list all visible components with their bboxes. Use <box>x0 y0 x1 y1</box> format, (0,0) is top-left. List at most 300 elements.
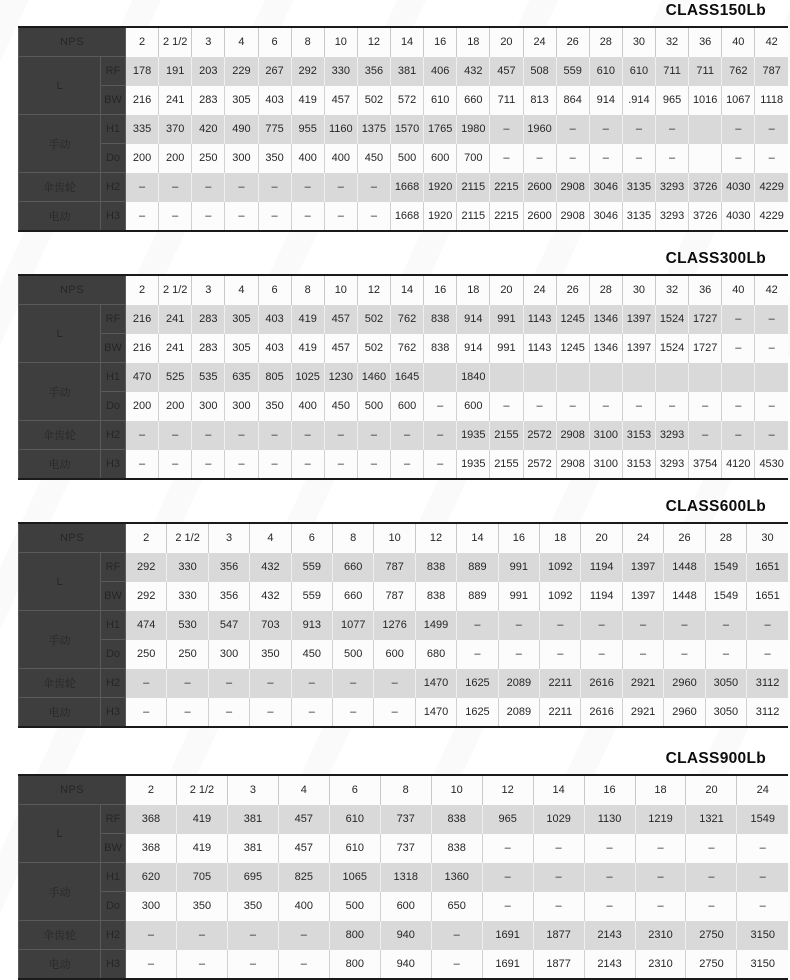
dimension-cell: 700 <box>457 144 490 173</box>
nps-column-header: 14 <box>533 775 584 805</box>
nps-column-header: 42 <box>755 275 788 305</box>
table-row <box>19 892 789 921</box>
dimension-cell: – <box>126 450 159 480</box>
nps-column-header: 10 <box>324 275 357 305</box>
dimension-cell: 737 <box>380 805 431 834</box>
nps-column-header: 8 <box>333 523 374 553</box>
row-group-label: 伞齿轮 <box>19 669 101 698</box>
dimension-cell: 680 <box>415 640 456 669</box>
dimension-cell: 559 <box>291 582 332 611</box>
dimension-cell: – <box>482 834 533 863</box>
dimension-cell <box>656 363 689 392</box>
dimension-cell: – <box>584 834 635 863</box>
dimension-cell: – <box>755 115 788 144</box>
dimension-cell: 1245 <box>556 305 589 334</box>
dimension-cell: 3754 <box>689 450 722 480</box>
dimension-cell: 838 <box>431 834 482 863</box>
dimension-cell: 457 <box>324 334 357 363</box>
dimension-cell: – <box>622 611 663 640</box>
nps-column-header: 26 <box>556 275 589 305</box>
dimension-cell: 1625 <box>457 669 498 698</box>
dimension-cell: 940 <box>380 950 431 980</box>
dimension-cell: 610 <box>329 805 380 834</box>
dimension-cell: 775 <box>258 115 291 144</box>
row-sub-label: RF <box>101 305 126 334</box>
nps-corner-cell: NPS <box>19 775 126 805</box>
dimension-cell: – <box>208 698 249 728</box>
dimension-cell: – <box>656 144 689 173</box>
dimension-cell: – <box>589 115 622 144</box>
dimension-cell: – <box>722 144 755 173</box>
dimension-cell: – <box>291 173 324 202</box>
dimension-cell: 283 <box>192 86 225 115</box>
dimension-cell: 3100 <box>589 450 622 480</box>
nps-column-header: 20 <box>490 27 523 57</box>
nps-column-header: 8 <box>291 27 324 57</box>
dimension-cell: 1499 <box>415 611 456 640</box>
dimension-cell: 2960 <box>664 669 705 698</box>
row-sub-label: H1 <box>101 363 126 392</box>
dimension-cell: 419 <box>291 305 324 334</box>
nps-column-header: 4 <box>278 775 329 805</box>
dimension-cell: 1920 <box>424 202 457 232</box>
nps-column-header: 18 <box>457 275 490 305</box>
nps-column-header: 14 <box>391 27 424 57</box>
dimension-cell: 1321 <box>686 805 737 834</box>
dimension-cell: 330 <box>167 553 208 582</box>
dimension-cell: 1397 <box>622 582 663 611</box>
nps-column-header: 6 <box>291 523 332 553</box>
table-row <box>19 669 789 698</box>
nps-header-row <box>19 775 789 805</box>
dimension-cell: 800 <box>329 950 380 980</box>
dimension-cell: 335 <box>126 115 159 144</box>
dimension-cell: – <box>176 950 227 980</box>
dimension-cell: 1549 <box>737 805 788 834</box>
dimension-cell: – <box>176 921 227 950</box>
dimension-cell: 1360 <box>431 863 482 892</box>
dimension-cell: 1230 <box>324 363 357 392</box>
dimension-cell: – <box>533 892 584 921</box>
dimension-cell: – <box>126 202 159 232</box>
dimension-cell: 2908 <box>556 173 589 202</box>
dimension-cell: – <box>278 950 329 980</box>
dimension-cell: 965 <box>656 86 689 115</box>
dimension-cell: 508 <box>523 57 556 86</box>
dimension-cell: – <box>556 392 589 421</box>
dimension-cell: 1346 <box>589 334 622 363</box>
dimension-cell: – <box>689 392 722 421</box>
dimension-cell: 1016 <box>689 86 722 115</box>
dimension-cell: – <box>227 921 278 950</box>
dimension-cell: – <box>227 950 278 980</box>
dimension-cell: 787 <box>755 57 788 86</box>
dimension-cell: – <box>159 202 192 232</box>
dimension-cell: – <box>635 834 686 863</box>
dimension-cell: 216 <box>126 86 159 115</box>
dimension-cell: 1960 <box>523 115 556 144</box>
dimensions-table <box>18 774 788 980</box>
row-sub-label: RF <box>101 805 126 834</box>
dimension-cell: – <box>540 611 581 640</box>
dimension-cell: – <box>126 669 167 698</box>
nps-column-header: 12 <box>357 27 390 57</box>
dimension-cell: 2115 <box>457 173 490 202</box>
dimension-cell: 500 <box>333 640 374 669</box>
dimension-cell: 178 <box>126 57 159 86</box>
dimension-cell: 530 <box>167 611 208 640</box>
table-row <box>19 553 789 582</box>
dimension-cell: 3135 <box>622 173 655 202</box>
dimension-cell: 350 <box>258 392 291 421</box>
nps-column-header: 6 <box>258 27 291 57</box>
nps-column-header: 4 <box>250 523 291 553</box>
dimension-cell: 1651 <box>747 553 788 582</box>
dimension-cell: – <box>664 611 705 640</box>
dimension-cell: 2750 <box>686 950 737 980</box>
dimension-cell: .914 <box>622 86 655 115</box>
dimension-cell: – <box>722 305 755 334</box>
row-sub-label: H1 <box>101 863 126 892</box>
nps-column-header: 32 <box>656 27 689 57</box>
row-sub-label: H3 <box>101 698 126 728</box>
nps-column-header: 24 <box>523 275 556 305</box>
nps-corner-cell: NPS <box>19 523 126 553</box>
row-group-label: 电动 <box>19 450 101 480</box>
row-group-label: 电动 <box>19 950 101 980</box>
nps-column-header: 16 <box>424 275 457 305</box>
table-title: CLASS300Lb <box>665 250 766 267</box>
dimension-cell: 1549 <box>705 553 746 582</box>
table-row <box>19 834 789 863</box>
table-row <box>19 173 789 202</box>
dimension-cell: 2115 <box>457 202 490 232</box>
dimension-cell: 2572 <box>523 421 556 450</box>
dimension-cell: 1570 <box>391 115 424 144</box>
nps-column-header: 2 1/2 <box>159 275 192 305</box>
dimension-cell: – <box>722 421 755 450</box>
dimension-cell: 889 <box>457 553 498 582</box>
dimension-cell: 3293 <box>656 173 689 202</box>
dimension-cell: 1877 <box>533 921 584 950</box>
dimension-cell: 2211 <box>540 698 581 728</box>
dimension-cell: 305 <box>225 86 258 115</box>
class-table-section <box>18 498 790 728</box>
dimension-cell: 1029 <box>533 805 584 834</box>
dimension-cell: 300 <box>192 392 225 421</box>
dimension-cell: 600 <box>457 392 490 421</box>
table-row <box>19 202 789 232</box>
dimension-cell: – <box>167 698 208 728</box>
class-table-section <box>18 750 790 980</box>
dimension-cell: – <box>755 305 788 334</box>
row-group-label: 伞齿轮 <box>19 173 101 202</box>
dimension-cell: – <box>482 892 533 921</box>
table-row <box>19 640 789 669</box>
dimension-cell: 2921 <box>622 669 663 698</box>
dimension-cell: 3050 <box>705 669 746 698</box>
dimension-cell: 200 <box>126 144 159 173</box>
dimension-cell: 403 <box>258 334 291 363</box>
dimension-cell: 403 <box>258 86 291 115</box>
dimension-cell: – <box>498 640 539 669</box>
dimension-cell: 1065 <box>329 863 380 892</box>
dimension-cell: 330 <box>324 57 357 86</box>
nps-column-header: 30 <box>747 523 788 553</box>
dimension-cell: 300 <box>225 144 258 173</box>
dimension-cell: 3293 <box>656 421 689 450</box>
dimension-cell: – <box>584 892 635 921</box>
row-group-label: 手动 <box>19 863 101 921</box>
dimension-cell: 2921 <box>622 698 663 728</box>
dimension-cell: – <box>737 834 788 863</box>
dimension-cell: 2616 <box>581 669 622 698</box>
dimension-cell: – <box>540 640 581 669</box>
dimension-cell: 991 <box>490 305 523 334</box>
dimension-cell: 600 <box>374 640 415 669</box>
dimension-cell: – <box>581 640 622 669</box>
dimension-cell: 1727 <box>689 334 722 363</box>
dimension-cell: 1346 <box>589 305 622 334</box>
dimension-cell: 3150 <box>737 950 788 980</box>
dimension-cell: 838 <box>424 305 457 334</box>
dimension-cell: 1470 <box>415 669 456 698</box>
dimension-cell: – <box>722 392 755 421</box>
dimension-cell: 3726 <box>689 173 722 202</box>
dimension-cell: 283 <box>192 334 225 363</box>
dimension-cell: 2600 <box>523 173 556 202</box>
dimension-cell: – <box>556 115 589 144</box>
nps-column-header: 20 <box>686 775 737 805</box>
nps-column-header: 26 <box>664 523 705 553</box>
dimension-cell: 1840 <box>457 363 490 392</box>
dimension-cell: – <box>656 115 689 144</box>
dimension-cell: 2143 <box>584 921 635 950</box>
dimension-cell: 660 <box>333 582 374 611</box>
table-title: CLASS900Lb <box>665 750 766 767</box>
nps-column-header: 2 <box>126 275 159 305</box>
dimension-cell: – <box>755 421 788 450</box>
dimension-cell: 470 <box>126 363 159 392</box>
dimension-cell: 283 <box>192 305 225 334</box>
dimension-cell: 1118 <box>755 86 788 115</box>
dimension-cell: 762 <box>391 305 424 334</box>
dimension-cell: – <box>635 892 686 921</box>
dimension-cell: 200 <box>159 144 192 173</box>
nps-column-header: 18 <box>540 523 581 553</box>
dimension-cell: 1727 <box>689 305 722 334</box>
dimension-cell: – <box>192 421 225 450</box>
dimension-cell: – <box>374 698 415 728</box>
row-group-label: L <box>19 553 101 611</box>
dimension-cell: 1067 <box>722 86 755 115</box>
dimension-cell: 457 <box>278 805 329 834</box>
dimension-cell: 419 <box>176 805 227 834</box>
dimension-cell: 559 <box>291 553 332 582</box>
dimension-cell: 660 <box>457 86 490 115</box>
dimension-cell: 991 <box>498 553 539 582</box>
dimension-cell: – <box>333 669 374 698</box>
dimension-cell: – <box>533 834 584 863</box>
dimension-cell: 400 <box>278 892 329 921</box>
dimension-cell <box>755 363 788 392</box>
row-sub-label: BW <box>101 86 126 115</box>
dimension-cell: 216 <box>126 334 159 363</box>
table-row <box>19 144 789 173</box>
dimension-cell: 419 <box>176 834 227 863</box>
dimension-cell: – <box>523 392 556 421</box>
dimension-cell: 3046 <box>589 173 622 202</box>
dimension-cell: – <box>747 611 788 640</box>
nps-column-header: 2 <box>126 775 177 805</box>
table-row <box>19 334 789 363</box>
dimension-cell: 241 <box>159 334 192 363</box>
dimension-cell: 525 <box>159 363 192 392</box>
nps-header-row <box>19 523 789 553</box>
dimension-cell: 250 <box>192 144 225 173</box>
dimension-cell <box>490 363 523 392</box>
row-sub-label: H3 <box>101 202 126 232</box>
dimension-cell: 1524 <box>656 305 689 334</box>
dimension-cell: 1448 <box>664 582 705 611</box>
row-sub-label: Do <box>101 640 126 669</box>
nps-column-header: 3 <box>208 523 249 553</box>
dimension-cell: 200 <box>159 392 192 421</box>
table-row <box>19 805 789 834</box>
dimension-cell: – <box>208 669 249 698</box>
dimension-cell: 1276 <box>374 611 415 640</box>
row-group-label: 伞齿轮 <box>19 921 101 950</box>
dimension-cell: 203 <box>192 57 225 86</box>
dimension-cell: – <box>258 173 291 202</box>
nps-column-header: 3 <box>227 775 278 805</box>
table-title: CLASS150Lb <box>665 2 766 19</box>
dimension-cell: 292 <box>291 57 324 86</box>
dimension-cell: 500 <box>357 392 390 421</box>
dimension-cell: 1245 <box>556 334 589 363</box>
dimension-cell: 368 <box>126 805 177 834</box>
dimension-cell: 805 <box>258 363 291 392</box>
dimension-cell <box>689 363 722 392</box>
dimension-cell: – <box>192 202 225 232</box>
dimension-cell: 3135 <box>622 202 655 232</box>
nps-column-header: 14 <box>391 275 424 305</box>
dimension-cell: – <box>357 202 390 232</box>
row-group-label: 手动 <box>19 363 101 421</box>
dimension-cell: 1470 <box>415 698 456 728</box>
nps-column-header: 14 <box>457 523 498 553</box>
dimension-cell: 787 <box>374 553 415 582</box>
dimension-cell: 2572 <box>523 450 556 480</box>
dimension-cell: – <box>656 392 689 421</box>
dimension-cell: 965 <box>482 805 533 834</box>
nps-column-header: 42 <box>755 27 788 57</box>
dimension-cell: – <box>225 421 258 450</box>
dimension-cell: 250 <box>126 640 167 669</box>
nps-column-header: 12 <box>482 775 533 805</box>
dimension-cell: 1935 <box>457 450 490 480</box>
dimension-cell: – <box>159 450 192 480</box>
row-sub-label: RF <box>101 553 126 582</box>
dimension-cell: – <box>490 392 523 421</box>
nps-column-header: 12 <box>415 523 456 553</box>
dimension-cell <box>523 363 556 392</box>
class-table-section <box>18 2 790 232</box>
dimension-cell: 356 <box>208 582 249 611</box>
row-group-label: L <box>19 805 101 863</box>
row-sub-label: H2 <box>101 173 126 202</box>
dimension-cell: – <box>192 173 225 202</box>
row-sub-label: BW <box>101 334 126 363</box>
nps-column-header: 28 <box>589 275 622 305</box>
nps-header-row <box>19 275 789 305</box>
dimension-cell: 267 <box>258 57 291 86</box>
dimension-cell: – <box>250 698 291 728</box>
dimension-cell: 610 <box>622 57 655 86</box>
dimension-cell: 292 <box>126 553 167 582</box>
dimension-cell: 2211 <box>540 669 581 698</box>
nps-column-header: 6 <box>329 775 380 805</box>
dimension-cell: – <box>722 334 755 363</box>
dimension-cell: 200 <box>126 392 159 421</box>
dimension-cell: – <box>192 450 225 480</box>
nps-column-header: 10 <box>431 775 482 805</box>
row-group-label: 手动 <box>19 115 101 173</box>
dimension-cell: 2960 <box>664 698 705 728</box>
dimension-cell: 1668 <box>391 202 424 232</box>
row-sub-label: H3 <box>101 450 126 480</box>
table-row <box>19 611 789 640</box>
row-sub-label: Do <box>101 392 126 421</box>
dimension-cell: 500 <box>329 892 380 921</box>
dimension-cell: 940 <box>380 921 431 950</box>
dimension-cell: 547 <box>208 611 249 640</box>
dimension-cell: – <box>278 921 329 950</box>
dimension-cell: 420 <box>192 115 225 144</box>
dimension-cell: 705 <box>176 863 227 892</box>
dimension-cell: 1460 <box>357 363 390 392</box>
dimension-cell: 650 <box>431 892 482 921</box>
dimension-cell: 711 <box>656 57 689 86</box>
dimension-cell: 1691 <box>482 921 533 950</box>
dimension-cell: – <box>622 144 655 173</box>
dimension-cell: – <box>159 173 192 202</box>
dimension-cell: 502 <box>357 86 390 115</box>
dimension-cell <box>689 144 722 173</box>
dimension-cell: 1219 <box>635 805 686 834</box>
dimension-cell: 1318 <box>380 863 431 892</box>
dimension-cell: 229 <box>225 57 258 86</box>
dimension-cell: 1194 <box>581 553 622 582</box>
dimension-cell: 4120 <box>722 450 755 480</box>
dimension-cell: 356 <box>208 553 249 582</box>
dimension-cell: 838 <box>424 334 457 363</box>
dimension-cell: 300 <box>225 392 258 421</box>
dimension-cell: – <box>258 202 291 232</box>
dimension-cell: 3050 <box>705 698 746 728</box>
dimension-cell: – <box>523 144 556 173</box>
dimension-cell: 4030 <box>722 173 755 202</box>
dimension-cell: – <box>457 640 498 669</box>
dimension-cell: – <box>424 421 457 450</box>
dimension-cell: – <box>490 144 523 173</box>
dimension-cell: – <box>490 115 523 144</box>
dimension-cell: 350 <box>258 144 291 173</box>
dimension-cell: 1092 <box>540 582 581 611</box>
nps-column-header: 24 <box>523 27 556 57</box>
row-group-label: L <box>19 57 101 115</box>
dimension-cell: – <box>584 863 635 892</box>
